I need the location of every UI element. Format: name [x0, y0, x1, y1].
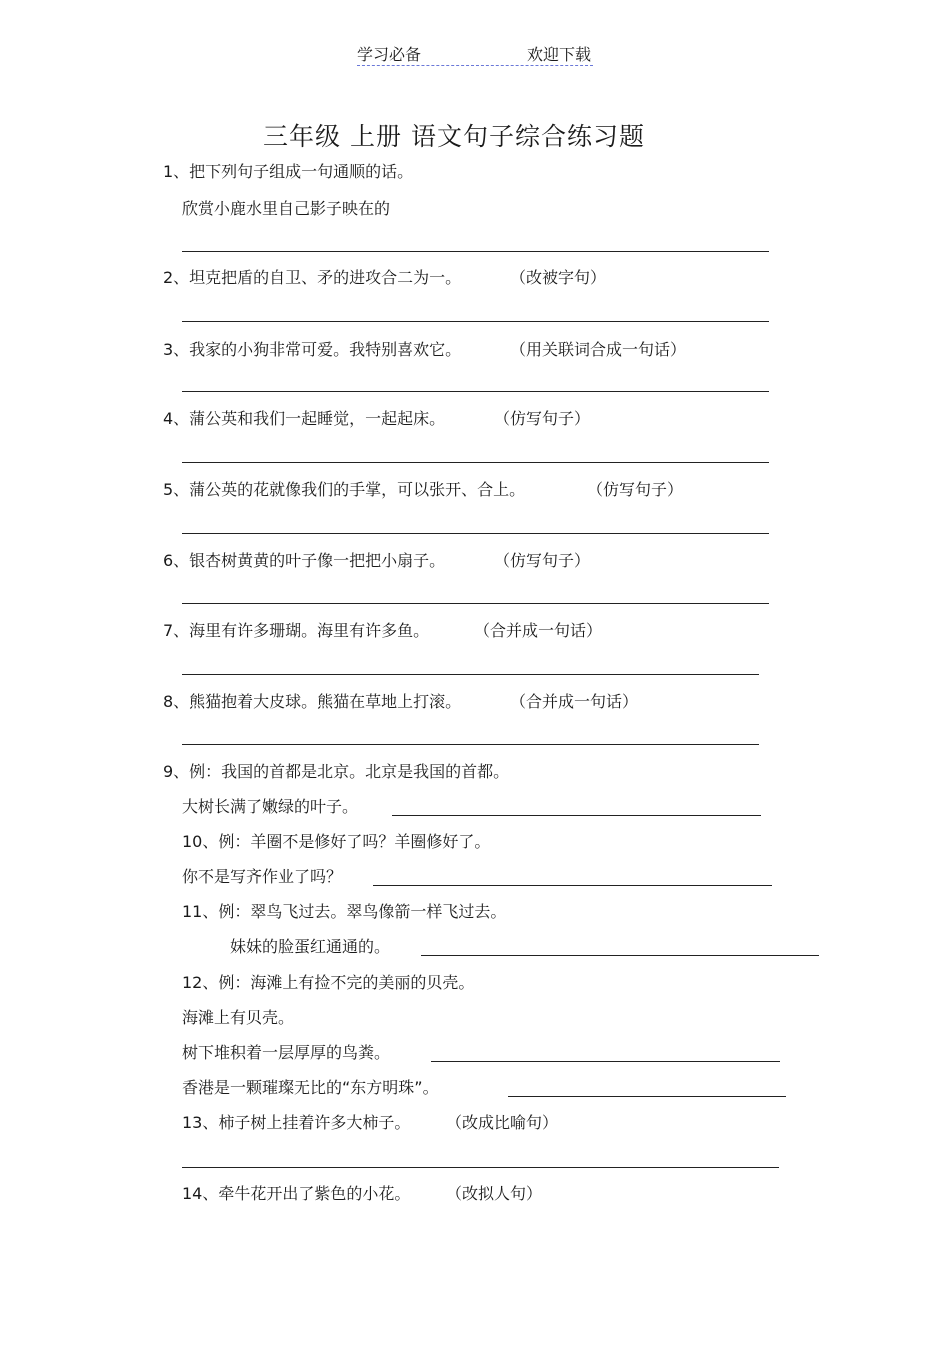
answer-line-8 — [182, 744, 759, 745]
answer-line-12b — [508, 1096, 786, 1097]
question-8: 8、熊猫抱着大皮球。熊猫在草地上打滚。 — [163, 692, 462, 711]
answer-line-2 — [182, 321, 769, 322]
question-2: 2、坦克把盾的自卫、矛的进攻合二为一。 — [163, 268, 462, 287]
question-11: 11、例：翠鸟飞过去。翠鸟像箭一样飞过去。 — [182, 902, 507, 921]
question-14: 14、牵牛花开出了紫色的小花。 — [182, 1184, 411, 1203]
question-3-hint: （用关联词合成一句话） — [510, 340, 687, 359]
question-12-item-2: 香港是一颗璀璨无比的“东方明珠”。 — [182, 1078, 439, 1097]
answer-line-9 — [392, 815, 761, 816]
answer-line-5 — [182, 533, 769, 534]
question-12: 12、例：海滩上有捡不完的美丽的贝壳。 — [182, 973, 475, 992]
question-2-hint: （改被字句） — [510, 268, 607, 287]
question-13: 13、柿子树上挂着许多大柿子。 — [182, 1113, 411, 1132]
answer-line-4 — [182, 462, 769, 463]
question-12-example: 海滩上有贝壳。 — [182, 1008, 295, 1027]
question-12-item-1: 树下堆积着一层厚厚的鸟粪。 — [182, 1043, 391, 1062]
question-1-words: 欣赏小鹿水里自己影子映在的 — [182, 199, 391, 218]
page-header — [357, 41, 593, 66]
answer-line-13 — [182, 1167, 779, 1168]
question-7: 7、海里有许多珊瑚。海里有许多鱼。 — [163, 621, 430, 640]
answer-line-10 — [373, 885, 772, 886]
worksheet-title: 三年级 上册 语文句子综合练习题 — [263, 122, 645, 151]
header-right: 欢迎下载 — [526, 45, 591, 64]
question-9-item: 大树长满了嫩绿的叶子。 — [182, 797, 359, 816]
question-3: 3、我家的小狗非常可爱。我特别喜欢它。 — [163, 340, 462, 359]
header-left: 学习必备 — [357, 45, 422, 64]
question-1: 1、把下列句子组成一句通顺的话。 — [163, 162, 414, 181]
question-6-hint: （仿写句子） — [494, 551, 591, 570]
question-10: 10、例：羊圈不是修好了吗？羊圈修好了。 — [182, 832, 491, 851]
question-5: 5、蒲公英的花就像我们的手掌，可以张开、合上。 — [163, 480, 526, 499]
answer-line-11 — [421, 955, 819, 956]
answer-line-3 — [182, 391, 769, 392]
question-14-hint: （改拟人句） — [446, 1184, 543, 1203]
question-9: 9、例：我国的首都是北京。北京是我国的首都。 — [163, 762, 510, 781]
answer-line-12a — [431, 1061, 780, 1062]
question-4-hint: （仿写句子） — [494, 409, 591, 428]
answer-line-1 — [182, 251, 769, 252]
question-13-hint: （改成比喻句） — [446, 1113, 559, 1132]
question-11-item: 妹妹的脸蛋红通通的。 — [230, 937, 391, 956]
question-5-hint: （仿写句子） — [587, 480, 684, 499]
answer-line-6 — [182, 603, 769, 604]
question-10-item: 你不是写齐作业了吗？ — [182, 867, 343, 886]
question-8-hint: （合并成一句话） — [510, 692, 639, 711]
question-7-hint: （合并成一句话） — [474, 621, 603, 640]
answer-line-7 — [182, 674, 759, 675]
question-6: 6、银杏树黄黄的叶子像一把把小扇子。 — [163, 551, 446, 570]
question-4: 4、蒲公英和我们一起睡觉，一起起床。 — [163, 409, 446, 428]
